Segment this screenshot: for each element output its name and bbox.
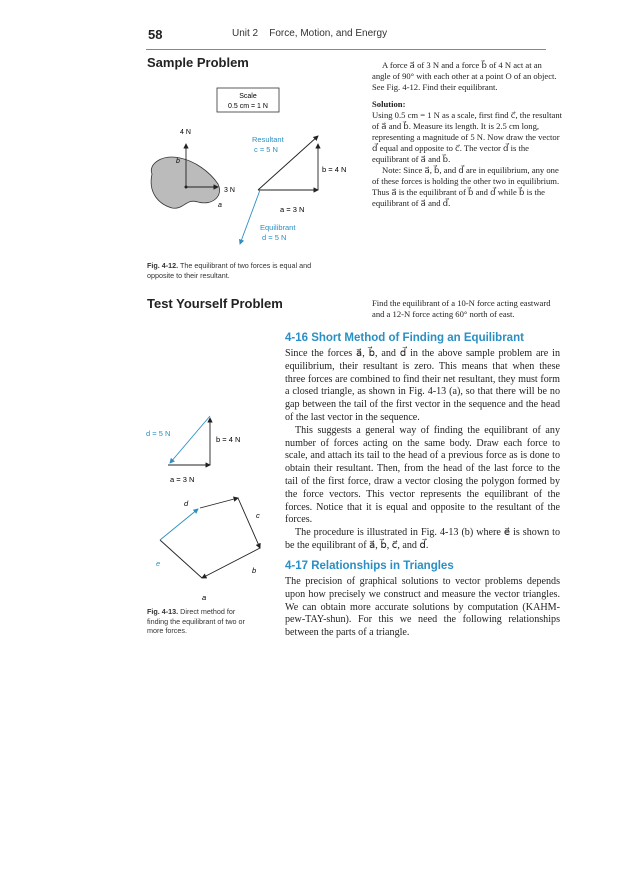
section-4-16-p2: This suggests a general way of finding the equilibrant of any number of forces acting on the same body. Draw each force to scale, and attach its tail to the head of a previous force as is done to obtain their resultant. Then, from the head of the last force to the tail of the first force, draw a vector closing the polygon formed by the force vectors. This vector represents the equilibrant of the forces. Notice that it is equal and opposite to the resultant of the forces. [285, 424, 560, 526]
sample-problem-heading: Sample Problem [147, 55, 249, 70]
header-rule [146, 49, 546, 50]
fig-4-12-caption-line1: The equilibrant of two forces is equal and [180, 261, 312, 270]
resultant-label: Resultant [252, 135, 284, 144]
fig-4-13-caption [147, 607, 277, 636]
triangle-vector-d [170, 416, 210, 463]
label-4n: 4 N [180, 129, 191, 136]
object-blob [151, 157, 219, 208]
vector-d-equilibrant [240, 190, 260, 244]
running-title: Unit 2 Force, Motion, and Energy [232, 28, 388, 39]
polygon-vector-e [160, 509, 198, 540]
label-b-left: b [176, 158, 180, 165]
test-yourself-heading: Test Yourself Problem [147, 296, 283, 311]
polygon-label-a: a [202, 593, 207, 602]
resultant-value: c = 5 N [254, 145, 278, 154]
scale-value: 0.5 cm = 1 N [228, 103, 268, 110]
label-a-left: a [218, 202, 222, 209]
triangle-a-label: a = 3 N [170, 475, 195, 484]
fig-4-12-caption-label: Fig. 4-12. [147, 261, 179, 270]
polygon-label-c: c [256, 511, 260, 520]
polygon-vector-d [200, 498, 238, 508]
test-yourself-text: Find the equilibrant of a 10-N force acting eastward and a 12-N force acting 60° north of east. [372, 298, 551, 319]
section-4-16-p1: Since the forces a⃗, b⃗, and d⃗ in the above sample problem are in equilibrium, their resultant is zero. This means that when these three forces are combined to find their net resultant, they must form a closed triangle, as shown in Fig. 4-13 (a), so that there will be no gap between the tail of the first vector in the sequence and the head of the last vector in the sequence. [285, 348, 560, 423]
polygon-vector-c [238, 498, 260, 548]
section-4-16-title: 4-16 Short Method of Finding an Equilibrant [285, 332, 524, 344]
sample-problem-statement: A force a⃗ of 3 N and a force b⃗ of 4 N act at an angle of 90° with each other at a point O of an object. See Fig. 4-12. Find their equilibrant. [372, 60, 557, 92]
figure-4-12 [140, 84, 365, 259]
a-3n-label: a = 3 N [280, 205, 305, 214]
triangle-d-label: d = 5 N [146, 429, 171, 438]
label-3n: 3 N [224, 187, 235, 194]
equilibrant-value: d = 5 N [262, 233, 287, 242]
section-4-16-body [285, 348, 560, 553]
polygon-label-b: b [252, 566, 257, 575]
section-4-16-p3: The procedure is illustrated in Fig. 4-13 (b) where e⃗ is shown to be the equilibrant of a⃗, b⃗, c⃗, and d⃗. [285, 527, 560, 551]
page-number: 58 [148, 27, 163, 42]
polygon-label-d: d [184, 499, 189, 508]
solution-text: Using 0.5 cm = 1 N as a scale, first find c⃗, the resultant of a⃗ and b⃗. Measure its length. It is 2.5 cm long, representing a magnitude of 5 N. Now draw the vector d⃗ equal and opposite to c⃗. The vector d⃗ is the equilibrant of a⃗ and b⃗. [372, 110, 562, 164]
polygon-label-e: e [156, 559, 161, 568]
polygon-vector-b [160, 540, 202, 578]
solution-label: Solution: [372, 99, 406, 109]
section-4-17-body [285, 576, 560, 640]
fig-4-13-caption-line3: more forces. [147, 626, 187, 635]
equilibrant-label: Equilibrant [260, 223, 296, 232]
triangle-b-label: b = 4 N [216, 435, 241, 444]
fig-4-12-caption-line2: opposite to their resultant. [147, 270, 230, 280]
section-4-17-p1: The precision of graphical solutions to vector problems depends upon how precisely we construct and measure the vector triangles. We can obtain more accurate solutions by computation (KAHM-pew-TAY-shun). For this we need the following relationships between the parts of a triangle. [285, 576, 560, 639]
sample-problem-text [372, 60, 562, 209]
fig-4-13-caption-line2: finding the equilibrant of two or [147, 616, 245, 626]
scale-label: Scale [239, 93, 257, 100]
figure-4-13 [140, 410, 280, 605]
fig-4-13-caption-label: Fig. 4-13. [147, 607, 179, 616]
b-4n-label: b = 4 N [322, 165, 347, 174]
section-4-17-title: 4-17 Relationships in Triangles [285, 560, 454, 572]
solution-note: Note: Since a⃗, b⃗, and d⃗ are in equilibrium, any one of these forces is holding the other two in equilibrium. Thus a⃗ is the equilibrant of b⃗ and d⃗ while b⃗ is the equilibrant of a⃗ and d⃗. [372, 165, 560, 208]
fig-4-13-caption-line1: Direct method for [180, 607, 236, 616]
fig-4-12-caption [147, 261, 347, 280]
